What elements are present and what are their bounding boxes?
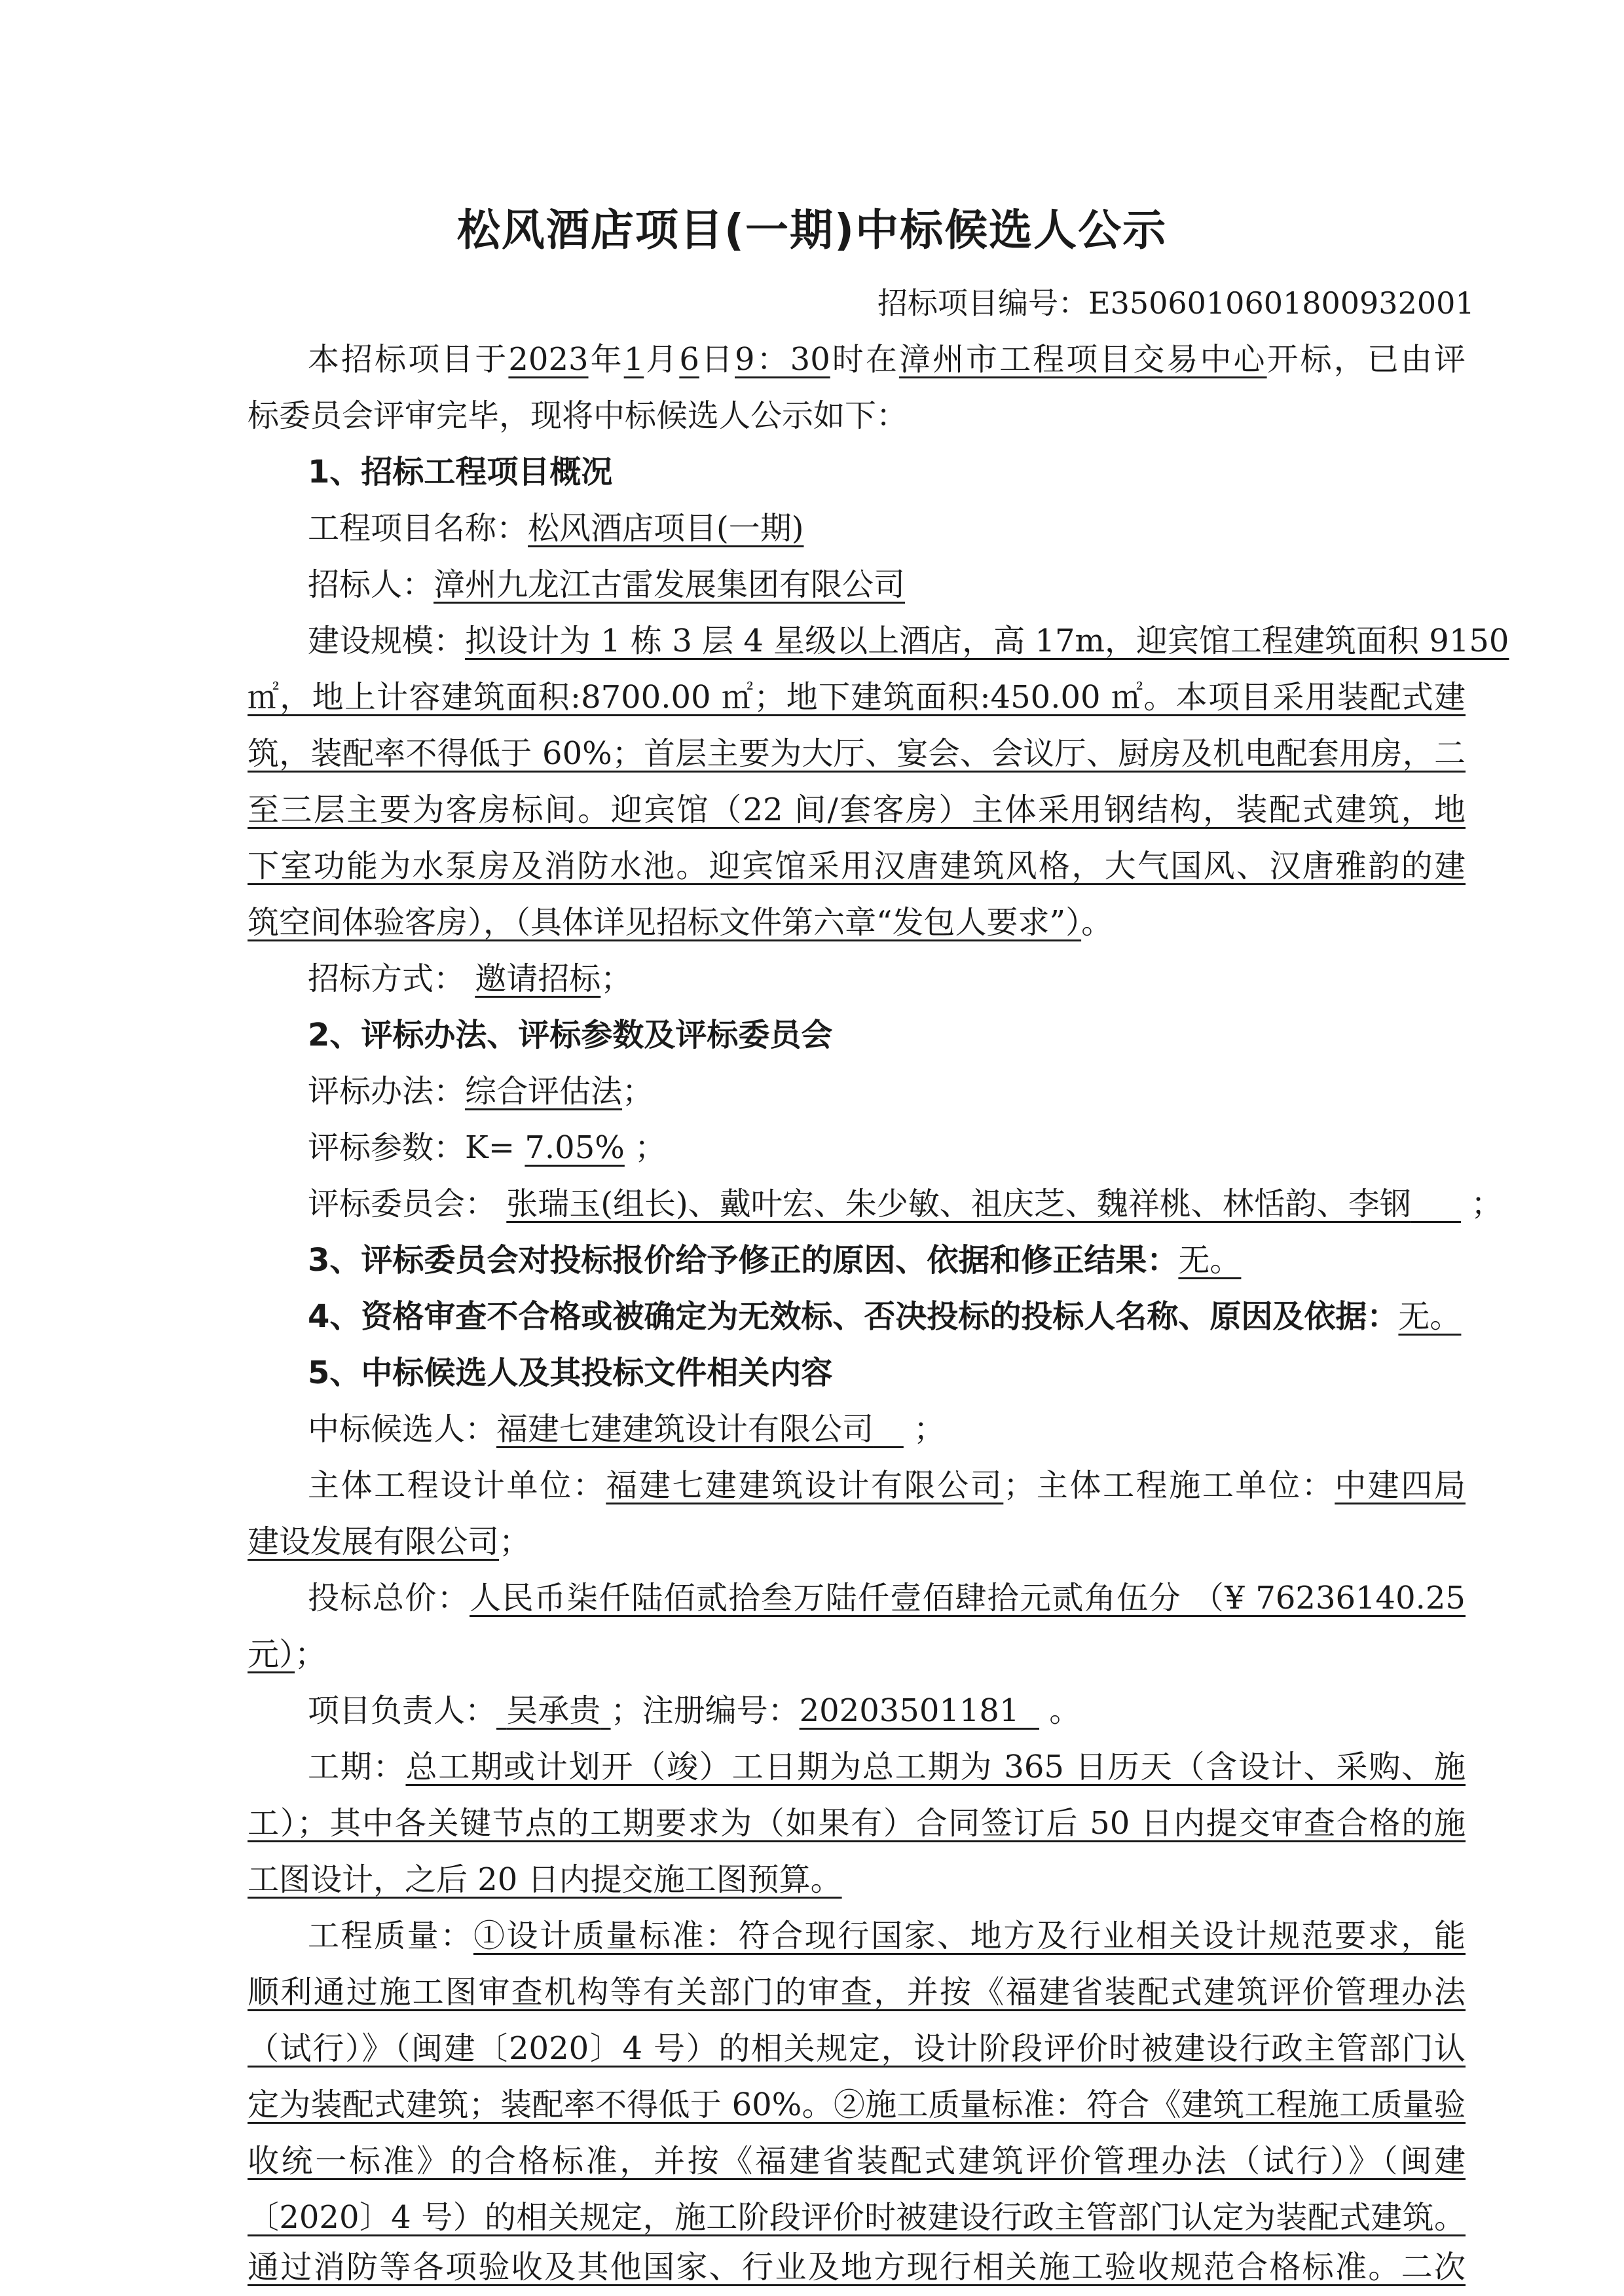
registration-value: 20203501181 <box>799 1692 1020 1729</box>
unit-line-1 <box>308 1457 1466 1514</box>
intro-text: 日 <box>699 341 735 378</box>
project-manager-row <box>308 1683 1466 1739</box>
project-name-label: 工程项目名称： <box>308 510 528 547</box>
scale-line-6 <box>248 894 1466 951</box>
scale-line-2 <box>248 669 1466 725</box>
eval-param-end: ； <box>635 1129 667 1166</box>
scale-text: ㎡，地上计容建筑面积:8700.00 ㎡；地下建筑面积:450.00 ㎡。本项目采用装配式建 <box>248 679 1466 716</box>
scale-line-4 <box>248 782 1466 838</box>
committee-row <box>308 1176 1503 1232</box>
project-number <box>877 275 1475 331</box>
tender-method-label: 招标方式： <box>308 960 466 997</box>
intro-text: 年 <box>588 341 624 378</box>
candidate-label: 中标候选人： <box>308 1411 497 1448</box>
section-4-row <box>308 1288 1466 1345</box>
price-line-1 <box>308 1570 1466 1626</box>
open-venue: 漳州市工程项目交易中心 <box>898 341 1267 378</box>
section-3-heading: 3、评标委员会对投标报价给予修正的原因、依据和修正结果： <box>308 1242 1179 1279</box>
quality-text: 通过消防等各项验收及其他国家、行业及地方现行相关施工验收规范合格标准。二次 <box>248 2249 1466 2286</box>
project-name-value: 松风酒店项目(一期) <box>528 510 804 547</box>
eval-method-label: 评标办法： <box>308 1073 466 1110</box>
committee-value: 张瑞玉(组长)、戴叶宏、朱少敏、祖庆芝、魏祥桃、林恬韵、李钢 <box>506 1186 1411 1222</box>
quality-label: 工程质量： <box>308 1918 473 1954</box>
project-manager-label: 项目负责人： <box>308 1692 497 1729</box>
eval-method-row <box>308 1063 1466 1120</box>
intro-text: 月 <box>644 341 680 378</box>
eval-param-label: 评标参数：K= <box>308 1129 515 1166</box>
period-text: 工）；其中各关键节点的工期要求为（如果有）合同签订后 50 日内提交审查合格的施 <box>248 1805 1466 1842</box>
tenderer-label: 招标人： <box>308 566 434 603</box>
section-4-value: 无。 <box>1398 1298 1462 1335</box>
period-line-1 <box>308 1739 1466 1795</box>
scale-text: 至三层主要为客房标间。迎宾馆（22 间/套客房）主体采用钢结构，装配式建筑，地 <box>248 792 1466 828</box>
eval-method-value: 综合评估法 <box>465 1073 623 1110</box>
period-text: 总工期或计划开（竣）工日期为总工期为 365 日历天（含设计、采购、施 <box>405 1749 1466 1785</box>
bid-price-label: 投标总价： <box>308 1580 470 1616</box>
construction-unit-value: 中建四局 <box>1335 1467 1466 1504</box>
price-line-2 <box>248 1626 1466 1683</box>
scale-end: 。 <box>1081 904 1113 941</box>
intro-line-1 <box>308 331 1466 388</box>
project-manager-value: 吴承贵 <box>506 1692 601 1729</box>
quality-text: 收统一标准》的合格标准，并按《福建省装配式建筑评价管理办法（试行）》（闽建 <box>248 2143 1466 2179</box>
eval-method-end: ； <box>622 1073 654 1110</box>
tenderer-value: 漳州九龙江古雷发展集团有限公司 <box>434 566 906 603</box>
scale-line-1 <box>308 613 1509 669</box>
quality-text: （试行）》（闽建〔2020〕4 号）的相关规定，设计阶段评价时被建设行政主管部门认 <box>248 2030 1466 2067</box>
tender-method-row <box>308 951 1466 1007</box>
period-line-3 <box>248 1851 1466 1908</box>
project-number-value: E3506010601800932001 <box>1088 285 1475 321</box>
bid-price-value: 人民币柒仟陆佰贰拾叁万陆仟壹佰肆拾元贰角伍分 （¥ 76236140.25 <box>470 1580 1466 1616</box>
open-time: 9：30 <box>735 341 830 378</box>
tender-method-end: ； <box>600 960 633 997</box>
section-2-heading: 2、评标办法、评标参数及评标委员会 <box>308 1017 833 1053</box>
candidate-end: ； <box>913 1411 946 1448</box>
scale-line-5 <box>248 838 1466 894</box>
tender-method-value: 邀请招标 <box>475 960 601 997</box>
scale-line-3 <box>248 725 1466 782</box>
unit-end: ； <box>499 1523 531 1560</box>
open-year: 2023 <box>508 341 589 378</box>
period-text: 工图设计，之后 20 日内提交施工图预算。 <box>248 1861 842 1898</box>
section-1-heading: 1、招标工程项目概况 <box>308 454 613 490</box>
project-manager-end: 。 <box>1049 1692 1081 1729</box>
bid-price-value-cont: 元） <box>248 1636 295 1673</box>
unit-line-2 <box>248 1514 1466 1570</box>
quality-line-3 <box>248 2020 1466 2077</box>
registration-label: ；注册编号： <box>610 1692 800 1729</box>
design-unit-value: 福建七建建筑设计有限公司 <box>606 1467 1004 1504</box>
quality-line-5 <box>248 2133 1466 2189</box>
bid-price-end: ； <box>295 1636 327 1673</box>
construction-unit-value-cont: 建设发展有限公司 <box>248 1523 500 1560</box>
tenderer-row <box>308 556 1466 613</box>
quality-line-6 <box>248 2189 1466 2246</box>
period-line-2 <box>248 1795 1466 1851</box>
quality-line-1 <box>308 1908 1466 1964</box>
construction-unit-label: ；主体工程施工单位： <box>1003 1467 1335 1504</box>
scale-text: 下室功能为水泵房及消防水池。迎宾馆采用汉唐建筑风格，大气国风、汉唐雅韵的建 <box>248 848 1466 884</box>
eval-param-row <box>308 1120 1466 1176</box>
intro-line-2: 标委员会评审完毕，现将中标候选人公示如下： <box>248 397 908 434</box>
project-name-row <box>308 500 1466 556</box>
committee-end: ； <box>1471 1186 1503 1222</box>
candidate-row <box>308 1401 1466 1457</box>
period-label: 工期： <box>308 1749 406 1785</box>
quality-text: 顺利通过施工图审查机构等有关部门的审查，并按《福建省装配式建筑评价管理办法 <box>248 1974 1466 2011</box>
section-3-value: 无。 <box>1178 1242 1242 1279</box>
open-day: 6 <box>679 341 699 378</box>
scale-label: 建设规模： <box>308 623 466 659</box>
scale-text: 筑，装配率不得低于 60%；首层主要为大厅、宴会、会议厅、厨房及机电配套用房，二 <box>248 735 1466 772</box>
quality-text: ①设计质量标准：符合现行国家、地方及行业相关设计规范要求，能 <box>473 1918 1466 1954</box>
scale-text: 拟设计为 1 栋 3 层 4 星级以上酒店，高 17m，迎宾馆工程建筑面积 9150 <box>465 623 1509 659</box>
design-unit-label: 主体工程设计单位： <box>308 1467 606 1504</box>
intro-text: 本招标项目于 <box>308 341 509 378</box>
intro-text: 开标，已由评 <box>1266 341 1466 378</box>
section-4-heading: 4、资格审查不合格或被确定为无效标、否决投标的投标人名称、原因及依据： <box>308 1298 1399 1335</box>
intro-text: 时在 <box>830 341 899 378</box>
quality-text: 定为装配式建筑；装配率不得低于 60%。②施工质量标准：符合《建筑工程施工质量验 <box>248 2086 1466 2123</box>
project-number-label: 招标项目编号： <box>877 285 1088 321</box>
candidate-value: 福建七建建筑设计有限公司 <box>496 1411 874 1448</box>
committee-label: 评标委员会： <box>308 1186 497 1222</box>
eval-param-value: 7.05% <box>525 1129 625 1166</box>
quality-line-4 <box>248 2077 1466 2133</box>
scale-text: 筑空间体验客房），（具体详见招标文件第六章“发包人要求”） <box>248 904 1082 941</box>
quality-line-7 <box>248 2239 1466 2295</box>
document-title: 松风酒店项目(一期)中标候选人公示 <box>456 205 1168 255</box>
section-5-heading: 5、中标候选人及其投标文件相关内容 <box>308 1355 833 1391</box>
quality-text: 〔2020〕4 号）的相关规定，施工阶段评价时被建设行政主管部门认定为装配式建筑。 <box>248 2199 1466 2236</box>
section-3-row <box>308 1232 1466 1288</box>
open-month: 1 <box>623 341 644 378</box>
quality-line-2 <box>248 1964 1466 2020</box>
